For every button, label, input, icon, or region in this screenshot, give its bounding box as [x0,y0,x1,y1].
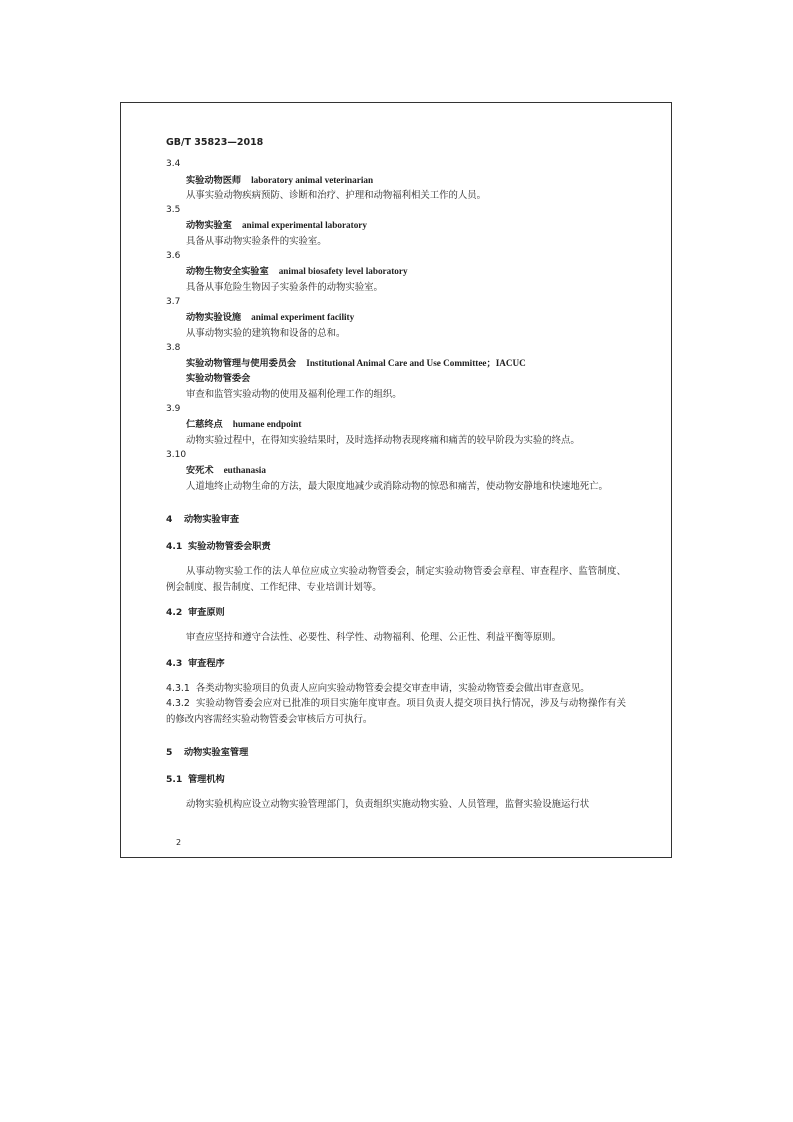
term-cn: 实验动物医师 [186,174,242,186]
subsection-title: 实验动物管委会职责 [188,541,271,553]
subsection-title: 管理机构 [188,774,225,786]
term-number: 3.6 [166,251,181,262]
clause-number: 4.3.1 [166,682,190,694]
clause-text: 实验动物管委会应对已批准的项目实施年度审查。项目负责人提交项目执行情况，涉及与动物操作有关的修改内容需经实验动物管委会审核后方可执行。 [166,698,626,725]
clause [166,696,626,727]
document-page [120,102,672,858]
term-number: 3.9 [166,404,181,415]
section-title: 动物实验审查 [184,513,240,525]
term-entry [166,402,626,448]
term-en: animal experimental laboratory [241,220,367,231]
paragraph: 审查应坚持和遵守合法性、必要性、科学性、动物福利、伦理、公正性、利益平衡等原则。 [186,632,562,644]
term-number: 3.10 [166,449,187,460]
term-title [166,264,626,279]
page-content [166,135,626,823]
term-cn: 动物实验室 [186,220,232,232]
subsection-number: 4.1 [166,541,183,553]
term-cn: 仁慈终点 [186,419,223,431]
subsection-heading [166,539,626,554]
paragraph: 动物实验机构应设立动物实验管理部门，负责组织实施动物实验、人员管理，监督实验设施运行状 [186,799,590,811]
term-entry [166,295,626,341]
term-number: 3.5 [166,205,181,216]
term-entry [166,157,626,203]
section-number: 4 [166,513,173,525]
term-definition: 人道地终止动物生命的方法，最大限度地减少或消除动物的惊恐和痛苦，使动物安静地和快速地死亡。 [186,480,608,492]
term-alternate: 实验动物管委会 [186,373,251,385]
subsection-number: 5.1 [166,774,183,786]
subsection-title: 审查原则 [188,607,225,619]
term-cn: 实验动物管理与使用委员会 [186,358,297,370]
section-title: 动物实验室管理 [184,746,249,758]
clause [166,681,626,696]
term-en: Institutional Animal Care and Use Committee；IACUC [306,358,526,369]
term-title [166,310,626,325]
paragraph: 从事动物实验工作的法人单位应成立实验动物管委会，制定实验动物管委会章程、审查程序、监管制度、例会制度、报告制度、工作纪律、专业培训计划等。 [166,566,626,593]
subsection-number: 4.3 [166,657,183,669]
subsection-title: 审查程序 [188,657,225,669]
term-title [166,417,626,432]
subsection-heading [166,656,626,671]
term-definition: 从事动物实验的建筑物和设备的总和。 [186,327,346,339]
term-en: animal biosafety level laboratory [278,266,408,277]
term-title [166,173,626,188]
term-cn: 安死术 [186,465,214,477]
term-en: humane endpoint [232,419,302,430]
subsection-number: 4.2 [166,607,183,619]
term-en: laboratory animal veterinarian [251,174,374,185]
term-definition: 审查和监管实验动物的使用及福利伦理工作的组织。 [186,388,402,400]
term-definition: 具备从事动物实验条件的实验室。 [186,235,327,247]
term-definition: 从事实验动物疾病预防、诊断和治疗、护理和动物福利相关工作的人员。 [186,189,487,201]
section-heading [166,745,626,760]
subsection-heading [166,605,626,620]
term-cn: 动物实验设施 [186,312,242,324]
term-title [166,218,626,233]
section-number: 5 [166,746,173,758]
page-number: 2 [176,838,182,847]
term-title [166,356,626,371]
term-title [166,463,626,478]
term-entry [166,203,626,249]
term-number: 3.7 [166,296,181,307]
term-entry [166,249,626,295]
term-definition: 动物实验过程中，在得知实验结果时，及时选择动物表现疼痛和痛苦的较早阶段为实验的终点。 [186,434,580,446]
term-en: animal experiment facility [251,312,355,323]
standard-code: GB/T 35823—2018 [166,137,264,148]
subsection-heading [166,772,626,787]
term-entry [166,448,626,494]
clause-text: 各类动物实验项目的负责人应向实验动物管委会提交审查申请，实验动物管委会做出审查意见。 [195,682,590,694]
term-cn: 动物生物安全实验室 [186,266,269,278]
term-number: 3.4 [166,159,181,170]
term-entry [166,341,626,402]
term-definition: 具备从事危险生物因子实验条件的动物实验室。 [186,281,383,293]
section-heading [166,512,626,527]
clause-number: 4.3.2 [166,698,190,710]
term-number: 3.8 [166,342,181,353]
term-en: euthanasia [223,465,266,476]
